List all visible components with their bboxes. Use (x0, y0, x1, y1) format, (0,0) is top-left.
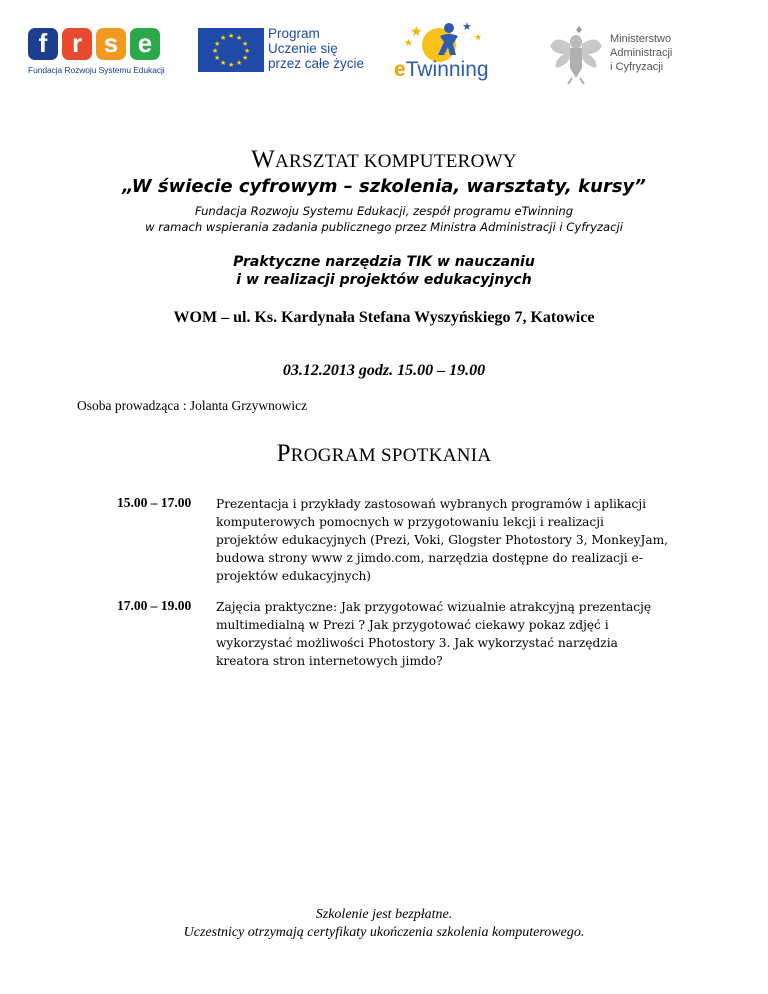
organizer-line2: w ramach wspierania zadania publicznego przez Ministra Administracji i Cyfryzacji (145, 220, 623, 234)
frse-letter-r: r (62, 28, 92, 60)
location: WOM – ul. Ks. Kardynała Stefana Wyszyńskiego 7, Katowice (173, 309, 595, 326)
logo-bar (0, 20, 768, 95)
program-item-time: 17.00 – 19.00 (117, 598, 192, 613)
program-item-description (216, 598, 701, 670)
eu-flag-icon: ★ ★ ★ ★ ★ ★ ★ ★ ★ ★ ★ ★ (198, 28, 264, 72)
organizer-line1: Fundacja Rozwoju Systemu Edukacji, zespół programu eTwinning (194, 204, 574, 218)
host-info: Osoba prowadząca : Jolanta Grzywnowicz (77, 398, 308, 413)
etwinning-person-icon (436, 22, 462, 56)
topic-line2: i w realizacji projektów edukacyjnych (236, 272, 532, 288)
description-line: projektów edukacyjnych) (216, 569, 372, 583)
description-line: multimedialną w Prezi ? Jak przygotować ciekawy pokaz zdjęć i (216, 618, 609, 632)
eu-text-line1: Program (268, 26, 320, 41)
frse-letter-e: e (130, 28, 160, 60)
description-line: kreatora stron internetowych jimdo? (216, 654, 443, 668)
ministry-logo (548, 22, 688, 88)
page-title: WARSZTAT KOMPUTEROWY (251, 146, 517, 173)
frse-letter-f: f (28, 28, 58, 60)
ministry-text-line2: Administracji (610, 47, 673, 59)
frse-logo (28, 28, 176, 88)
description-line: Prezentacja i przykłady zastosowań wybranych programów i aplikacji (216, 497, 647, 511)
frse-letter-s: s (96, 28, 126, 60)
program-item (117, 598, 697, 670)
program-title: PROGRAM SPOTKANIA (276, 440, 492, 467)
footer-note (0, 906, 768, 942)
page-subtitle: „W świecie cyfrowym – szkolenia, warsztaty, kursy” (122, 176, 646, 197)
ministry-text-line3: i Cyfryzacji (610, 61, 664, 73)
description-line: wykorzystać możliwości Photostory 3. Jak wykorzystać narzędzia (216, 636, 618, 650)
eu-text-line3: przez całe życie (268, 56, 365, 71)
footer-line1: Szkolenie jest bezpłatne. (315, 907, 453, 922)
etwinning-logo: ★ ★ ★ ★ eTwinning (394, 21, 489, 81)
topic-heading (0, 253, 768, 289)
footer-line2: Uczestnicy otrzymają certyfikaty ukończenia szkolenia komputerowego. (183, 925, 585, 940)
event-date: 03.12.2013 godz. 15.00 – 19.00 (282, 362, 486, 379)
organizer-info (0, 203, 768, 235)
frse-subtitle: Fundacja Rozwoju Systemu Edukacji (28, 65, 165, 75)
topic-line1: Praktyczne narzędzia TIK w nauczaniu (233, 254, 535, 270)
description-line: budowa strony www z jimdo.com, narzędzia dostępne do realizacji e- (216, 551, 643, 565)
program-item (117, 495, 697, 585)
eu-text-line2: Uczenie się (268, 41, 338, 56)
description-line: komputerowych pomocnych w przygotowaniu lekcji i realizacji (216, 515, 604, 529)
ministry-text-line1: Ministerstwo (610, 33, 672, 45)
description-line: projektów edukacyjnych (Prezi, Voki, Glogster Photostory 3, MonkeyJam, (216, 533, 669, 547)
program-item-time: 15.00 – 17.00 (117, 495, 192, 510)
etwinning-wordmark: eTwinning (394, 58, 489, 81)
program-item-description (216, 495, 701, 585)
description-line: Zajęcia praktyczne: Jak przygotować wizualnie atrakcyjną prezentację (216, 600, 652, 614)
eu-program-logo (198, 26, 388, 76)
eagle-emblem-icon (548, 24, 604, 84)
